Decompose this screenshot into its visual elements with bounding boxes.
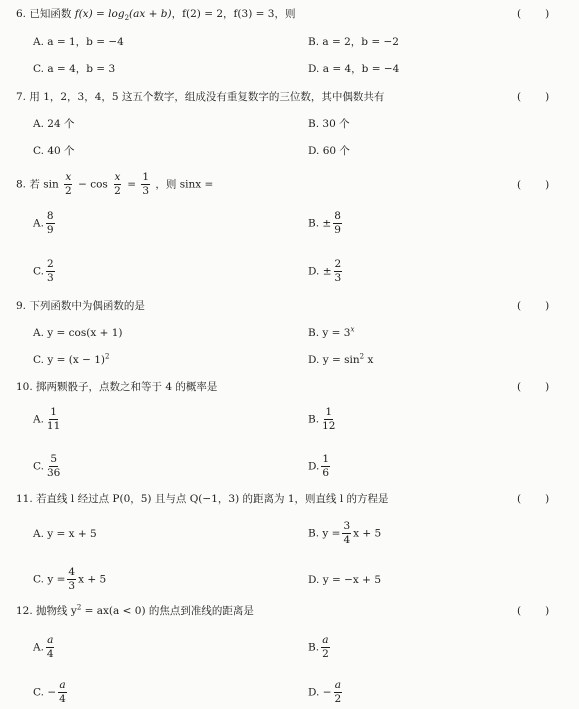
q10-choice-d: D. $\frac{1}{6}$: [308, 453, 330, 480]
answer-blank-6[interactable]: ( ): [517, 8, 550, 20]
fraction: $\frac{x}{2}$: [114, 171, 121, 198]
q8-choice-c: C. $\frac{2}{3}$: [33, 258, 54, 285]
fraction: $\frac{x}{2}$: [65, 171, 72, 198]
q10-choice-c: C. $\frac{5}{36}$: [33, 453, 61, 480]
q8-choice-d: D. ± $\frac{2}{3}$: [308, 258, 342, 285]
question-12-stem: 12. 抛物线 $y^2 = ax(a < 0)$ 的焦点到准线的距离是: [16, 603, 254, 617]
q11-choice-a: A. y = x + 5: [33, 528, 97, 540]
question-10-stem: 10. 掷两颗骰子，点数之和等于 4 的概率是: [16, 381, 218, 393]
question-8-stem: 8. 若 sin $\frac{x}{2}$ − cos $\frac{x}{2}$ = $\frac{1}{3}$ ，则 sinx =: [16, 171, 214, 198]
question-7-stem: 7. 用 1，2，3，4，5 这五个数字，组成没有重复数字的三位数，其中偶数共有: [16, 91, 385, 103]
answer-blank-10[interactable]: ( ): [517, 381, 550, 393]
q7-choice-c: C. 40 个: [33, 145, 75, 157]
question-9-stem: 9. 下列函数中为偶函数的是: [16, 300, 145, 312]
answer-blank-7[interactable]: ( ): [517, 91, 550, 103]
question-11-stem: 11. 若直线 l 经过点 P(0，5) 且与点 Q(−1，3) 的距离为 1，则直线 l 的方程是: [16, 493, 389, 505]
answer-blank-12[interactable]: ( ): [517, 605, 550, 617]
q6-choice-d: D. a = 4，b = −4: [308, 63, 400, 75]
q12-choice-d: D. − $\frac{a}{2}$: [308, 679, 342, 706]
q11-choice-c: C. y = $\frac{4}{3}$ x + 5: [33, 566, 107, 593]
q10-choice-a: A. $\frac{1}{11}$: [33, 406, 61, 433]
q8-choice-b: B. ± $\frac{8}{9}$: [308, 210, 341, 237]
q12-choice-b: B. $\frac{a}{2}$: [308, 634, 329, 661]
q11-choice-d: D. y = −x + 5: [308, 574, 381, 586]
q6-choice-a: A. a = 1，b = −4: [33, 36, 124, 48]
q12-choice-a: A. $\frac{a}{4}$: [33, 634, 54, 661]
q7-choice-a: A. 24 个: [33, 118, 75, 130]
q9-choice-a: A. y = cos(x + 1): [33, 327, 123, 339]
q10-choice-b: B. $\frac{1}{12}$: [308, 406, 336, 433]
answer-blank-9[interactable]: ( ): [517, 300, 550, 312]
q7-choice-d: D. 60 个: [308, 145, 350, 157]
q6-choice-c: C. a = 4，b = 3: [33, 63, 116, 75]
answer-blank-8[interactable]: ( ): [517, 179, 550, 191]
fraction: $\frac{1}{3}$: [142, 171, 150, 198]
question-6-stem: 6. 已知函数 $f(x) = \log_2(ax + b)$，f(2) = 2，f(3) = 3，则: [16, 8, 296, 23]
q12-choice-c: C. − $\frac{a}{4}$: [33, 679, 66, 706]
q9-choice-b: B. $y = 3^x$: [308, 325, 355, 339]
q9-choice-d: D. $y = \sin^2 x$: [308, 352, 374, 366]
q11-choice-b: B. y = $\frac{3}{4}$ x + 5: [308, 520, 382, 547]
q7-choice-b: B. 30 个: [308, 118, 350, 130]
q8-choice-a: A. $\frac{8}{9}$: [33, 210, 54, 237]
q6-choice-b: B. a = 2，b = −2: [308, 36, 399, 48]
q9-choice-c: C. $y = (x - 1)^2$: [33, 352, 110, 366]
answer-blank-11[interactable]: ( ): [517, 493, 550, 505]
